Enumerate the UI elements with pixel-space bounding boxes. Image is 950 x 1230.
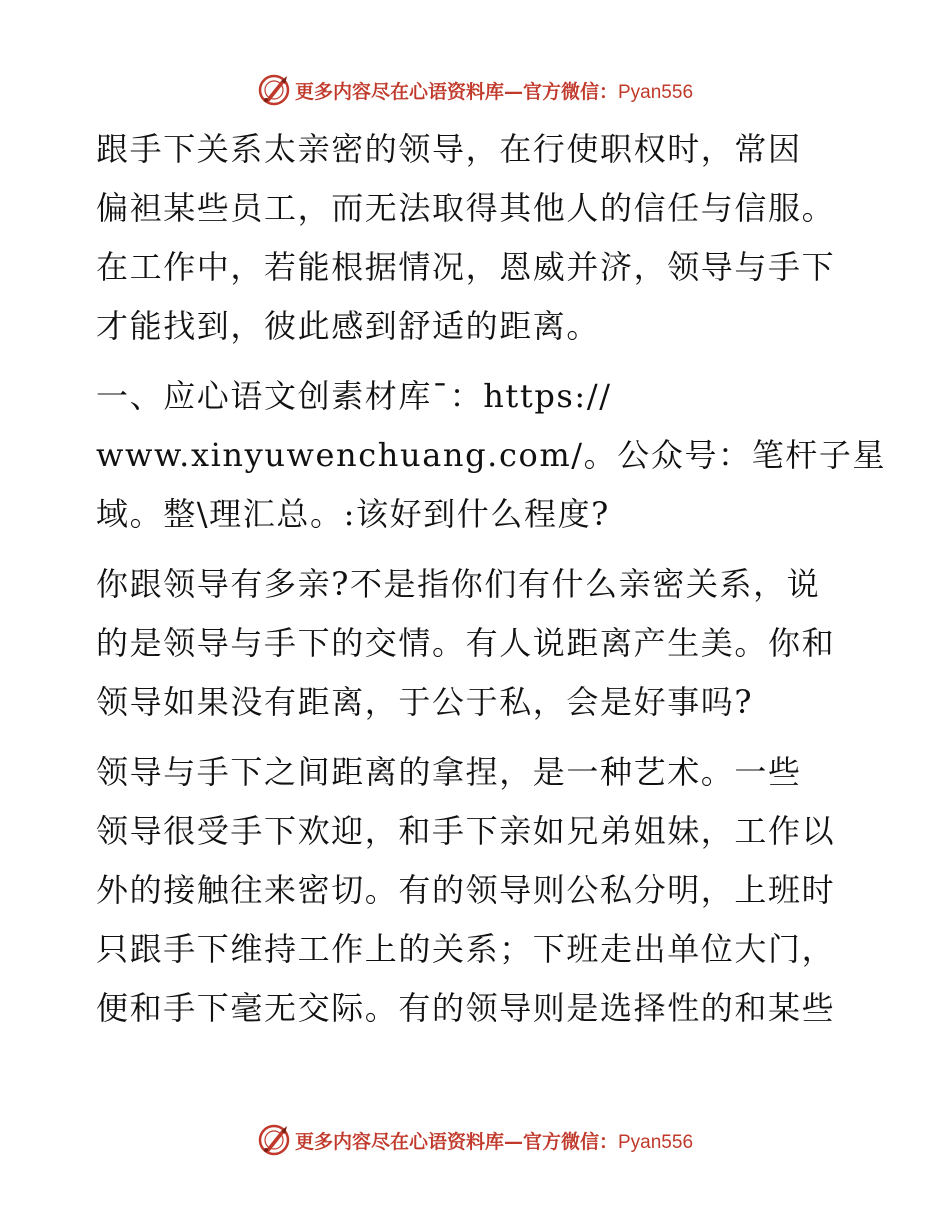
paragraph-line: 在工作中，若能根据情况，恩威并济，领导与手下 xyxy=(96,248,836,286)
paragraph-line: 领导与手下之间距离的拿捏，是一种艺术。一些 xyxy=(96,753,802,791)
paragraph-4 xyxy=(96,743,856,1038)
header-site-name: 更多内容尽在心语资料库 xyxy=(294,80,504,103)
paragraph-line: 的是领导与手下的交情。有人说距离产生美。你和 xyxy=(96,624,836,662)
paragraph-line: 域。整\理汇总。:该好到什么程度? xyxy=(96,495,610,533)
paragraph-3 xyxy=(96,555,856,732)
paragraph-line: 便和手下毫无交际。有的领导则是选择性的和某些 xyxy=(96,989,836,1027)
paragraph-line: www.xinyuwenchuang.com/。公众号：笔杆子星 xyxy=(96,436,887,474)
paragraph-line: 你跟领导有多亲?不是指你们有什么亲密关系，说 xyxy=(96,565,821,603)
paragraph-line: 一、应心语文创素材库¯：https:// xyxy=(96,377,612,415)
paragraph-line: 领导如果没有距离，于公于私，会是好事吗? xyxy=(96,683,754,721)
footer-banner xyxy=(0,1120,950,1160)
paragraph-line: 偏袒某些员工，而无法取得其他人的信任与信服。 xyxy=(96,189,836,227)
paragraph-line: 才能找到，彼此感到舒适的距离。 xyxy=(96,307,601,345)
footer-wechat-handle: Pyan556 xyxy=(618,1131,694,1153)
paragraph-line: 领导很受手下欢迎，和手下亲如兄弟姐妹，工作以 xyxy=(96,812,836,850)
paragraph-1 xyxy=(96,120,856,356)
quill-pen-logo-icon xyxy=(257,73,291,107)
header-dash: — xyxy=(503,80,523,103)
quill-pen-logo-icon xyxy=(257,1123,291,1157)
footer-site-name: 更多内容尽在心语资料库 xyxy=(294,1130,504,1153)
paragraph-line: 外的接触往来密切。有的领导则公私分明，上班时 xyxy=(96,871,836,909)
footer-dash: — xyxy=(503,1130,523,1153)
paragraph-line: 跟手下关系太亲密的领导，在行使职权时，常因 xyxy=(96,130,802,168)
header-wechat-handle: Pyan556 xyxy=(618,81,694,103)
header-banner-text xyxy=(295,77,693,104)
header-banner xyxy=(0,70,950,110)
paragraph-line: 只跟手下维持工作上的关系；下班走出单位大门， xyxy=(96,930,836,968)
header-wechat-label: 官方微信： xyxy=(522,80,618,103)
paragraph-2 xyxy=(96,367,887,544)
footer-wechat-label: 官方微信： xyxy=(522,1130,618,1153)
footer-banner-text xyxy=(295,1127,693,1154)
document-body xyxy=(96,120,887,1049)
